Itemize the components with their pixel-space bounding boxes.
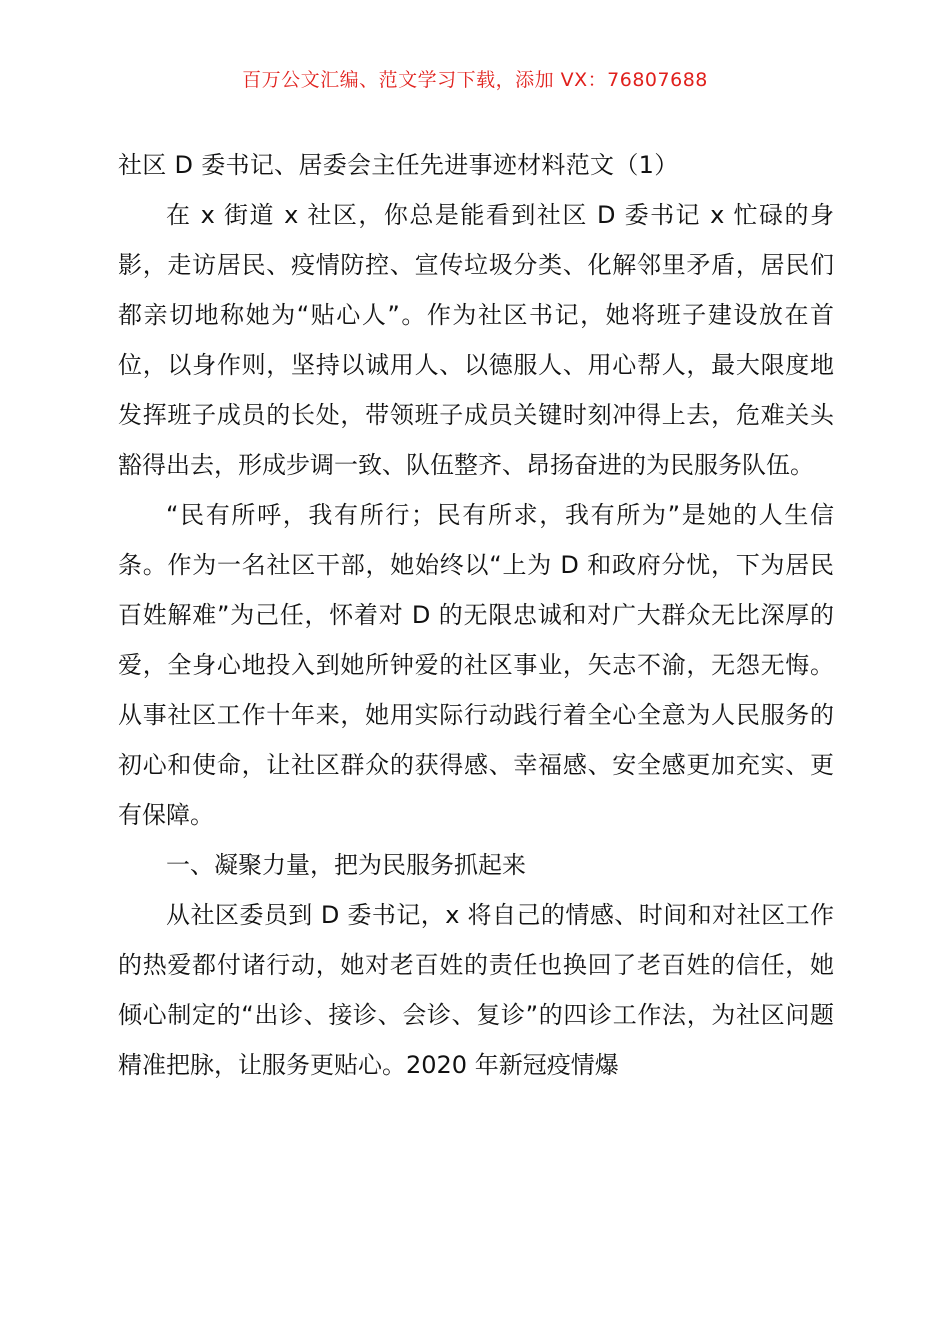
document-body [118, 140, 834, 1090]
section-heading: 一、凝聚力量，把为民服务抓起来 [166, 851, 526, 879]
paragraph: 在 x 街道 x 社区，你总是能看到社区 D 委书记 x 忙碌的身影，走访居民、疫情防控、宣传垃圾分类、化解邻里矛盾，居民们都亲切地称她为“贴心人”。作为社区书记，她将班子建设放在首位，以身作则，坚持以诚用人、以德服人、用心帮人，最大限度地发挥班子成员的长处，带领班子成员关键时刻冲得上去，危难关头豁得出去，形成步调一致、队伍整齐、昂扬奋进的为民服务队伍。 [118, 201, 834, 479]
paragraph: “民有所呼，我有所行；民有所求，我有所为”是她的人生信条。作为一名社区干部，她始终以“上为 D 和政府分忧，下为居民百姓解难”为己任，怀着对 D 的无限忠诚和对广大群众无比深厚的爱，全身心地投入到她所钟爱的社区事业，矢志不渝，无怨无悔。从事社区工作十年来，她用实际行动践行着全心全意为人民服务的初心和使命，让社区群众的获得感、幸福感、安全感更加充实、更有保障。 [118, 501, 834, 829]
promo-banner: 百万公文汇编、范文学习下载，添加 VX：76807688 [242, 69, 708, 91]
document-title: 社区 D 委书记、居委会主任先进事迹材料范文（1） [118, 151, 679, 179]
paragraph: 从社区委员到 D 委书记，x 将自己的情感、时间和对社区工作的热爱都付诸行动，她对老百姓的责任也换回了老百姓的信任，她倾心制定的“出诊、接诊、会诊、复诊”的四诊工作法，为社区问题精准把脉，让服务更贴心。2020 年新冠疫情爆 [118, 901, 834, 1079]
